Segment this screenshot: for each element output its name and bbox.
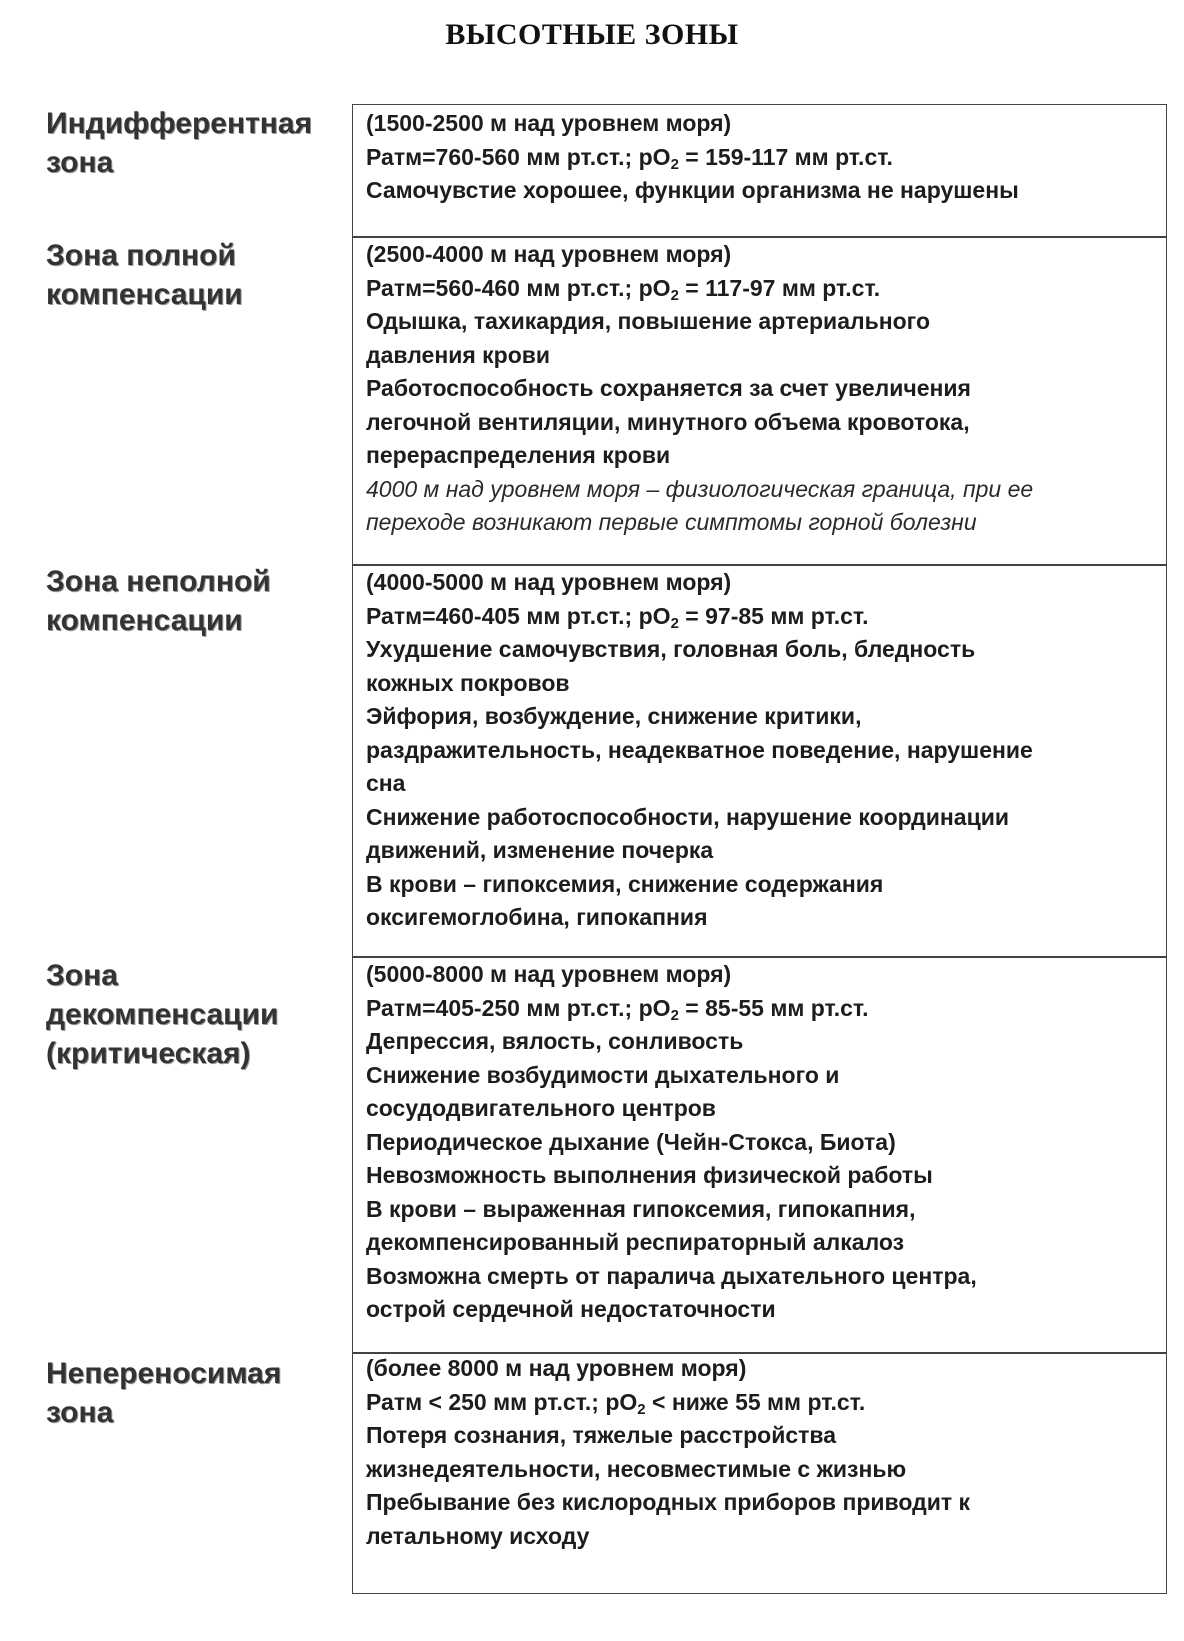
pressure-suffix: = 159-117 мм рт.ст. — [678, 143, 893, 170]
zone-line: Самочувстие хорошее, функции организма не нарушены — [366, 177, 1019, 203]
zone-line: острой сердечной недостаточности — [366, 1296, 776, 1322]
zone-content-decompensation — [366, 958, 1166, 1327]
zone-line: перераспределения крови — [366, 442, 671, 468]
zone-line: В крови – гипоксемия, снижение содержания — [366, 870, 884, 897]
pressure-suffix: = 85-55 мм рт.ст. — [678, 994, 869, 1021]
zone-pressure — [366, 600, 1166, 634]
zone-line: раздражительность, неадекватное поведение, нарушение — [366, 736, 1033, 763]
zone-line: Эйфория, возбуждение, снижение критики, — [366, 703, 862, 729]
zone-note: 4000 м над уровнем моря – физиологическая граница, при ее — [366, 475, 1034, 502]
zone-label-line: декомпенсации — [46, 998, 279, 1031]
zone-altitude: (5000-8000 м над уровнем моря) — [366, 961, 732, 987]
zone-pressure — [366, 141, 1166, 175]
zone-line: легочной вентиляции, минутного объема кровотока, — [366, 408, 970, 435]
pressure-suffix: = 117-97 мм рт.ст. — [678, 274, 881, 301]
pressure-subscript: 2 — [670, 286, 679, 304]
pressure-prefix: Ратм < 250 мм рт.ст.; pO — [366, 1388, 638, 1415]
zone-line: Депрессия, вялость, сонливость — [366, 1028, 744, 1054]
zone-altitude: (2500-4000 м над уровнем моря) — [366, 241, 732, 267]
zone-label-partial-compensation — [46, 562, 346, 640]
zone-line: жизнедеятельности, несовместимые с жизнью — [366, 1455, 907, 1482]
zone-line: Одышка, тахикардия, повышение артериального — [366, 308, 931, 334]
zone-altitude: (4000-5000 м над уровнем моря) — [366, 569, 732, 595]
pressure-prefix: Ратм=405-250 мм рт.ст.; pO — [366, 994, 671, 1021]
pressure-subscript: 2 — [670, 614, 679, 632]
pressure-prefix: Ратм=560-460 мм рт.ст.; pO — [366, 274, 671, 301]
zone-content-intolerable — [366, 1352, 1166, 1553]
zone-line: сна — [366, 770, 406, 796]
zone-content-full-compensation — [366, 238, 1166, 540]
zone-label-line: Зона — [46, 959, 118, 992]
zone-line: летальному исходу — [366, 1522, 590, 1549]
zone-pressure — [366, 992, 1166, 1026]
zone-line: сосудодвигательного центров — [366, 1095, 716, 1121]
zone-line: декомпенсированный респираторный алкалоз — [366, 1229, 905, 1255]
zone-line: Работоспособность сохраняется за счет увеличения — [366, 375, 971, 401]
zone-line: кожных покровов — [366, 669, 570, 696]
pressure-subscript: 2 — [670, 1006, 679, 1024]
zone-label-intolerable — [46, 1354, 346, 1432]
zone-label-line: зона — [46, 146, 114, 179]
zone-line: давления крови — [366, 341, 551, 368]
zone-label-line: компенсации — [46, 604, 243, 637]
zone-label-line: (критическая) — [46, 1037, 251, 1070]
zone-label-indifferent — [46, 104, 346, 182]
page-title: ВЫСОТНЫЕ ЗОНЫ — [445, 18, 739, 51]
zone-line: Снижение возбудимости дыхательного и — [366, 1061, 840, 1088]
zone-line: Потеря сознания, тяжелые расстройства — [366, 1422, 837, 1448]
zone-line: Возможна смерть от паралича дыхательного центра, — [366, 1262, 977, 1289]
zone-label-decompensation — [46, 956, 346, 1073]
zone-line: Пребывание без кислородных приборов приводит к — [366, 1489, 971, 1515]
zone-line: В крови – выраженная гипоксемия, гипокапния, — [366, 1195, 916, 1222]
zone-line: Невозможность выполнения физической работы — [366, 1162, 933, 1188]
pressure-prefix: Ратм=460-405 мм рт.ст.; pO — [366, 602, 671, 629]
zone-label-line: Непереносимая — [46, 1357, 282, 1390]
pressure-prefix: Ратм=760-560 мм рт.ст.; pO — [366, 143, 671, 170]
zone-pressure — [366, 272, 1166, 306]
zone-label-line: Индифферентная — [46, 107, 313, 140]
pressure-suffix: = 97-85 мм рт.ст. — [678, 602, 869, 629]
zone-label-line: Зона неполной — [46, 565, 271, 598]
zone-altitude: (1500-2500 м над уровнем моря) — [366, 110, 732, 136]
zone-label-line: компенсации — [46, 278, 243, 311]
zone-content-partial-compensation — [366, 566, 1166, 935]
pressure-suffix: < ниже 55 мм рт.ст. — [645, 1388, 866, 1415]
zone-line: Ухудшение самочувствия, головная боль, бледность — [366, 636, 976, 662]
zone-note: переходе возникают первые симптомы горной болезни — [366, 509, 977, 535]
zone-pressure — [366, 1386, 1166, 1420]
pressure-subscript: 2 — [670, 155, 679, 173]
zone-line: Снижение работоспособности, нарушение координации — [366, 803, 1009, 830]
pressure-subscript: 2 — [637, 1400, 646, 1418]
zone-label-line: зона — [46, 1396, 114, 1429]
zone-line: Периодическое дыхание (Чейн-Стокса, Биота) — [366, 1128, 896, 1155]
zone-content-indifferent — [366, 107, 1166, 208]
zone-altitude: (более 8000 м над уровнем моря) — [366, 1355, 747, 1381]
zone-label-full-compensation — [46, 236, 346, 314]
zone-line: движений, изменение почерка — [366, 837, 714, 863]
zone-line: оксигемоглобина, гипокапния — [366, 904, 708, 930]
zone-label-line: Зона полной — [46, 239, 236, 272]
